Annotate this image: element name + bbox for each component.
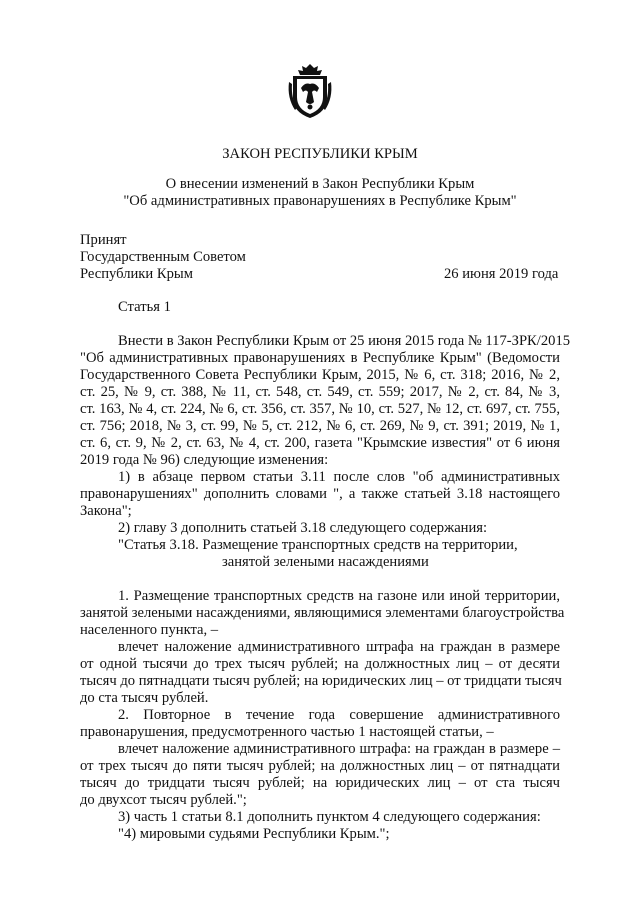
body-line: занятой зелеными насаждениями, являющимися элементами благоустройства [80, 605, 565, 621]
body-line: Государственного Совета Республики Крым, 2015, № 6, ст. 318; 2016, № 2, [80, 367, 560, 383]
body-line: 2) главу 3 дополнить статьей 3.18 следующего содержания: [118, 520, 488, 536]
body-line: 1. Размещение транспортных средств на газоне или иной территории, [118, 588, 560, 604]
law-subtitle-line-1: О внесении изменений в Закон Республики Крым [165, 176, 475, 192]
body-line: тысяч до пятнадцати тысяч рублей; на юридических лиц – от тридцати тысяч [80, 673, 562, 689]
body-line: правонарушениях" дополнить словами ", а также статьей 3.18 настоящего [80, 486, 560, 502]
new-article-heading-line-2: занятой зелеными насаждениями [222, 554, 429, 570]
body-line: от одной тысячи до трех тысяч рублей; на должностных лиц – от десяти [80, 656, 560, 672]
body-line: "Об административных правонарушениях в Республике Крым" (Ведомости [80, 350, 560, 366]
law-title: ЗАКОН РЕСПУБЛИКИ КРЫМ [222, 146, 418, 162]
body-line: 2019 года № 96) следующие изменения: [80, 452, 329, 468]
body-line: влечет наложение административного штрафа на граждан в размере [118, 639, 560, 655]
adoption-line-2: Государственным Советом [80, 249, 246, 265]
adoption-line-1: Принят [80, 232, 127, 248]
law-subtitle-line-2: "Об административных правонарушениях в Республике Крым" [123, 193, 517, 209]
body-line: до двухсот тысяч рублей."; [80, 792, 247, 808]
new-article-heading-line-1: "Статья 3.18. Размещение транспортных средств на территории, [118, 537, 518, 553]
crimea-coat-of-arms-icon [287, 62, 333, 120]
body-line: ст. 163, № 4, ст. 224, № 6, ст. 356, ст. 357, № 10, ст. 527, № 12, ст. 697, ст. 755, [80, 401, 560, 417]
body-line: Закона"; [80, 503, 132, 519]
body-line: от трех тысяч до пяти тысяч рублей; на должностных лиц – от пятнадцати [80, 758, 560, 774]
body-line: правонарушения, предусмотренного частью 1 настоящей статьи, – [80, 724, 494, 740]
adoption-line-3: Республики Крым [80, 266, 193, 282]
body-line: "4) мировыми судьями Республики Крым."; [118, 826, 390, 842]
body-line: 2. Повторное в течение года совершение административного [118, 707, 560, 723]
article-heading: Статья 1 [118, 299, 171, 315]
body-line: ст. 756; 2018, № 3, ст. 99, № 5, ст. 212, № 6, ст. 269, № 9, ст. 391; 2019, № 1, [80, 418, 560, 434]
adoption-date: 26 июня 2019 года [444, 266, 559, 282]
body-line: ст. 25, № 9, ст. 388, № 11, ст. 548, ст. 549, ст. 559; 2017, № 2, ст. 84, № 3, [80, 384, 560, 400]
body-line: 3) часть 1 статьи 8.1 дополнить пунктом 4 следующего содержания: [118, 809, 541, 825]
body-line: влечет наложение административного штрафа: на граждан в размере – [118, 741, 560, 757]
body-line: ст. 6, ст. 9, № 2, ст. 63, № 4, ст. 200, газета "Крымские известия" от 6 июня [80, 435, 560, 451]
body-line: Внести в Закон Республики Крым от 25 июня 2015 года № 117-ЗРК/2015 [118, 333, 571, 349]
body-line: тысяч до тридцати тысяч рублей; на юридических лиц – от ста тысяч [80, 775, 560, 791]
body-line: 1) в абзаце первом статьи 3.11 после слов "об административных [118, 469, 560, 485]
body-line: населенного пункта, – [80, 622, 219, 638]
body-line: до ста тысяч рублей. [80, 690, 209, 706]
